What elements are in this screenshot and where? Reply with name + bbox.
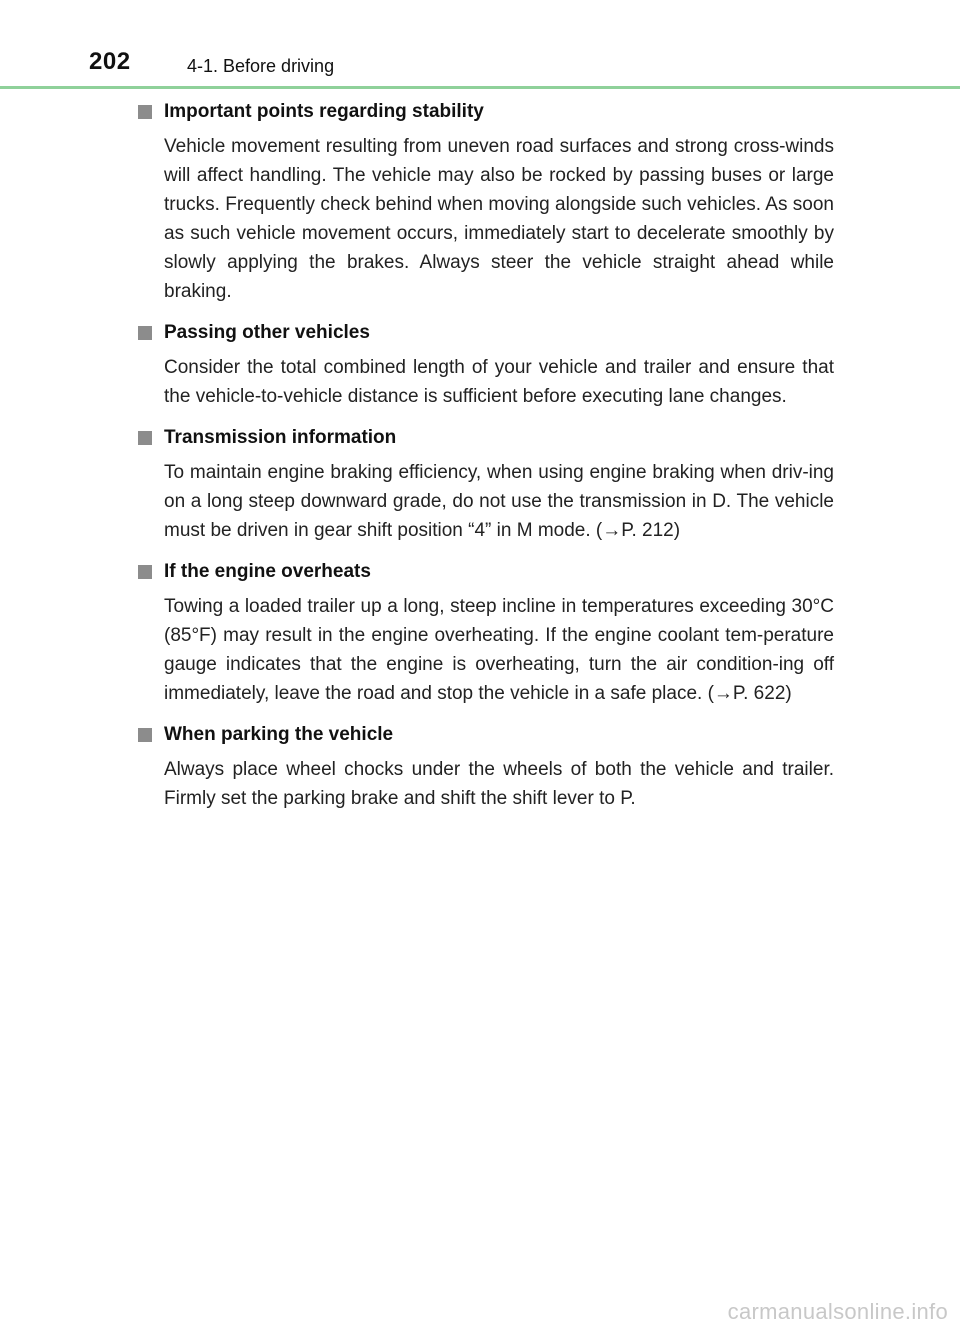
square-bullet-icon <box>138 105 152 119</box>
header-divider <box>0 86 960 89</box>
section-heading <box>138 558 834 586</box>
page-content <box>138 98 834 826</box>
square-bullet-icon <box>138 431 152 445</box>
section-body: Vehicle movement resulting from uneven road surfaces and strong cross-winds will affect handling. The vehicle may also be rocked by passing buses or large trucks. Frequently check behind when moving alongside such vehicles. As soon as such vehicle movement occurs, immediately start to decelerate smoothly by slowly applying the brakes. Always steer the vehicle straight ahead while braking. <box>164 136 834 302</box>
section-stability <box>138 98 834 306</box>
section-heading-text: Passing other vehicles <box>164 322 370 343</box>
section-heading-text: When parking the vehicle <box>164 724 394 745</box>
section-body: Always place wheel chocks under the wheels of both the vehicle and trailer. Firmly set the parking brake and shift the shift lever to P. <box>164 759 834 809</box>
section-heading <box>138 424 834 452</box>
section-parking <box>138 721 834 813</box>
page-number: 202 <box>89 48 131 75</box>
section-heading <box>138 98 834 126</box>
square-bullet-icon <box>138 565 152 579</box>
section-body: Towing a loaded trailer up a long, steep incline in temperatures exceeding 30°C (85°F) may result in the engine overheating. If the engine coolant tem-perature gauge indicates that the engine is overheating, turn the air condition-ing off immediately, leave the road and stop the vehicle in a safe place. (→P. 622) <box>164 596 834 704</box>
section-heading-text: Transmission information <box>164 427 397 448</box>
section-body: Consider the total combined length of your vehicle and trailer and ensure that the vehicle-to-vehicle distance is sufficient before executing lane changes. <box>164 357 834 407</box>
section-transmission <box>138 424 834 545</box>
square-bullet-icon <box>138 326 152 340</box>
watermark: carmanualsonline.info <box>727 1299 948 1324</box>
section-heading <box>138 319 834 347</box>
section-body: To maintain engine braking efficiency, when using engine braking when driv-ing on a long steep downward grade, do not use the transmission in D. The vehicle must be driven in gear shift position “4” in M mode. (→P. 212) <box>164 462 834 541</box>
page-header <box>0 0 960 90</box>
section-heading-text: If the engine overheats <box>164 561 371 582</box>
section-label: 4-1. Before driving <box>187 56 335 76</box>
section-overheats <box>138 558 834 708</box>
square-bullet-icon <box>138 728 152 742</box>
section-passing <box>138 319 834 411</box>
section-heading-text: Important points regarding stability <box>164 101 484 122</box>
section-heading <box>138 721 834 749</box>
